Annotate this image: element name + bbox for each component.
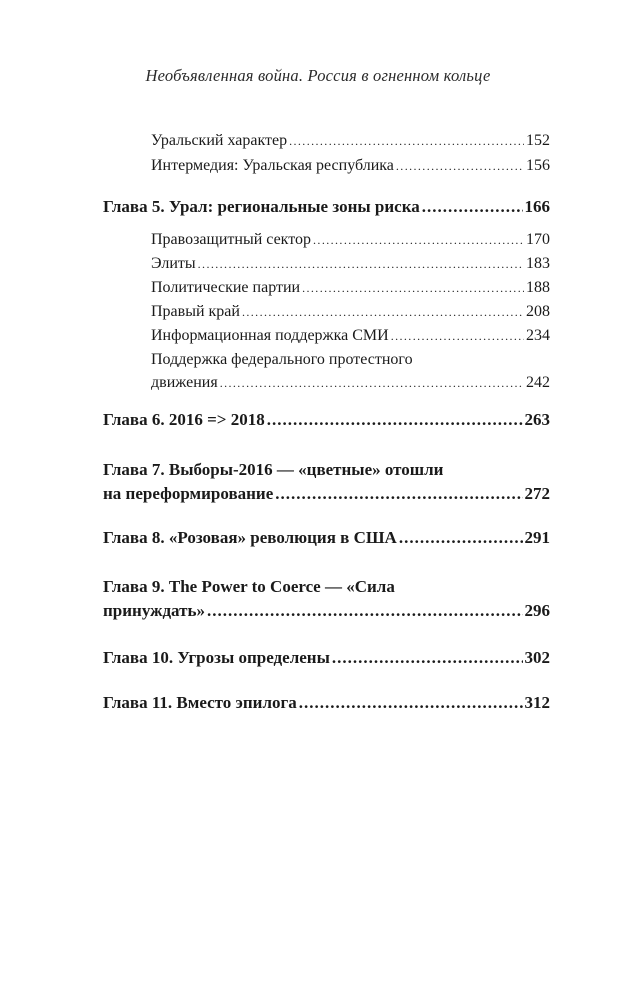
toc-entry-page: 170 — [526, 231, 550, 248]
toc-chapter-8[interactable] — [103, 528, 550, 548]
toc-entry-title: Элиты — [151, 255, 196, 272]
dot-leader — [299, 693, 523, 713]
dot-leader — [275, 484, 522, 504]
toc-chapter-5[interactable] — [103, 197, 550, 217]
toc-entry-protest[interactable] — [151, 374, 550, 392]
toc-entry-title: Информационная поддержка СМИ — [151, 327, 389, 344]
dot-leader — [220, 374, 524, 392]
toc-entry-title-line1: Поддержка федерального протестного — [151, 351, 413, 368]
dot-leader — [332, 648, 523, 668]
toc-entry-page: 152 — [526, 132, 550, 149]
dot-leader — [242, 303, 524, 321]
toc-entry-title: Уральский характер — [151, 132, 288, 149]
toc-entry-title: Глава 5. Урал: региональные зоны риска — [103, 197, 420, 216]
toc-entry-title: движения — [151, 374, 218, 391]
toc-entry-uralsky-kharakter[interactable] — [151, 132, 550, 150]
dot-leader — [422, 197, 523, 217]
toc-entry-page: 242 — [526, 374, 550, 391]
toc-entry-intermedia[interactable] — [151, 157, 550, 175]
dot-leader — [198, 255, 524, 273]
toc-entry-partii[interactable] — [151, 279, 550, 297]
toc-entry-page: 291 — [524, 528, 550, 547]
dot-leader — [391, 327, 524, 345]
toc-entry-page: 156 — [526, 157, 550, 174]
running-head: Необъявленная война. Россия в огненном кольце — [145, 66, 491, 85]
toc-entry-pravozashchitny[interactable] — [151, 231, 550, 249]
toc-entry-page: 312 — [524, 693, 550, 712]
dot-leader — [313, 231, 524, 249]
toc-entry-page: 296 — [524, 601, 550, 620]
toc-entry-title: Глава 11. Вместо эпилога — [103, 693, 297, 712]
toc-entry-title: Политические партии — [151, 279, 301, 296]
toc-entry-elity[interactable] — [151, 255, 550, 273]
toc-entry-title: Интермедия: Уральская республика — [151, 157, 394, 174]
toc-entry-page: 208 — [526, 303, 550, 320]
toc-entry-title: Глава 8. «Розовая» революция в США — [103, 528, 397, 547]
toc-entry-page: 188 — [526, 279, 550, 296]
toc-entry-page: 183 — [526, 255, 550, 272]
toc-entry-title: Правый край — [151, 303, 240, 320]
dot-leader — [302, 279, 524, 297]
toc-chapter-10[interactable] — [103, 648, 550, 668]
toc-entry-title-line1: Глава 9. The Power to Coerce — «Сила — [103, 577, 395, 596]
toc-entry-page: 234 — [526, 327, 550, 344]
toc-entry-title: на переформирование — [103, 484, 274, 503]
dot-leader — [267, 410, 523, 430]
toc-entry-title: Глава 10. Угрозы определены — [103, 648, 330, 667]
toc-entry-pravy-kray[interactable] — [151, 303, 550, 321]
toc-entry-title: Правозащитный сектор — [151, 231, 312, 248]
dot-leader — [207, 601, 523, 621]
toc-entry-page: 272 — [524, 484, 550, 503]
toc-entry-title: принуждать» — [103, 601, 205, 620]
dot-leader — [399, 528, 523, 548]
toc-entry-page: 302 — [524, 648, 550, 667]
toc-entry-title-line1: Глава 7. Выборы-2016 — «цветные» отошли — [103, 460, 444, 479]
toc-entry-page: 166 — [524, 197, 550, 216]
toc-chapter-7[interactable] — [103, 484, 550, 504]
toc-entry-title: Глава 6. 2016 => 2018 — [103, 410, 265, 429]
toc-chapter-6[interactable] — [103, 410, 550, 430]
toc-entry-page: 263 — [524, 410, 550, 429]
toc-chapter-11[interactable] — [103, 693, 550, 713]
dot-leader — [289, 132, 524, 150]
toc-chapter-9[interactable] — [103, 601, 550, 621]
toc-entry-smi[interactable] — [151, 327, 550, 345]
dot-leader — [396, 157, 524, 175]
